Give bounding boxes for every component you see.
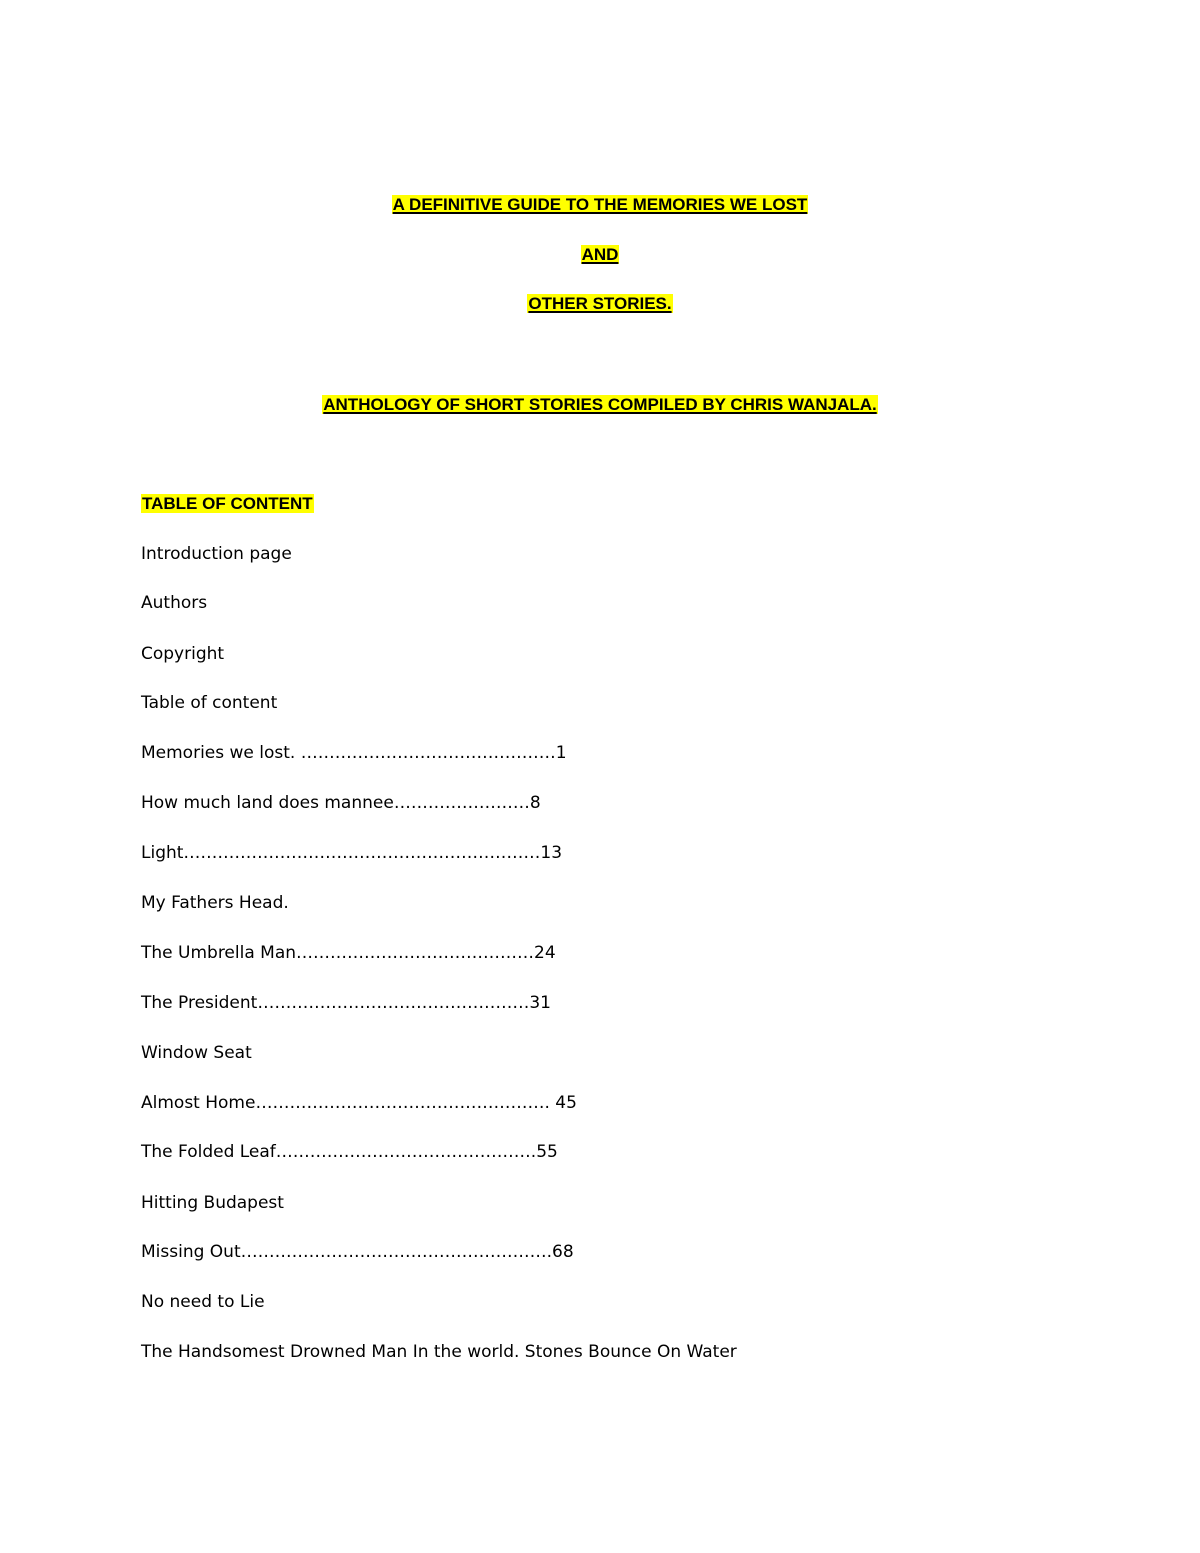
- toc-item: Copyright: [141, 644, 225, 664]
- toc-item: The President…………………………………………31: [141, 993, 551, 1013]
- toc-item: Window Seat: [141, 1043, 252, 1063]
- title-text-3: OTHER STORIES.: [528, 294, 672, 313]
- toc-item: Introduction page: [141, 544, 292, 564]
- toc-heading-text: TABLE OF CONTENT: [142, 494, 313, 513]
- toc-item: The Handsomest Drowned Man In the world. Stones Bounce On Water: [141, 1342, 737, 1362]
- toc-heading: [141, 493, 314, 515]
- title-line-2: [0, 244, 1200, 266]
- subtitle-line: [0, 394, 1200, 416]
- title-text-2: AND: [581, 245, 619, 264]
- toc-item: Hitting Budapest: [141, 1193, 284, 1213]
- toc-item: The Umbrella Man……………………………………24: [141, 943, 556, 963]
- toc-item: Light………………………………………………………13: [141, 843, 563, 863]
- toc-item: Missing Out……………………………………………….68: [141, 1242, 574, 1262]
- toc-item: Authors: [141, 593, 208, 613]
- toc-item: Table of content: [141, 693, 278, 713]
- toc-item: Memories we lost. ………………………………………1: [141, 743, 567, 763]
- title-text-1: A DEFINITIVE GUIDE TO THE MEMORIES WE LOST: [392, 195, 808, 214]
- toc-item: My Fathers Head.: [141, 893, 289, 913]
- toc-item: The Folded Leaf……………………………………….55: [141, 1142, 558, 1162]
- title-line-3: [0, 293, 1200, 315]
- toc-item: Almost Home……………………………………………. 45: [141, 1093, 577, 1113]
- toc-item: No need to Lie: [141, 1292, 265, 1312]
- title-line-1: [0, 194, 1200, 216]
- subtitle-text: ANTHOLOGY OF SHORT STORIES COMPILED BY CHRIS WANJALA.: [323, 395, 877, 414]
- toc-item: How much land does mannee……………………8: [141, 793, 541, 813]
